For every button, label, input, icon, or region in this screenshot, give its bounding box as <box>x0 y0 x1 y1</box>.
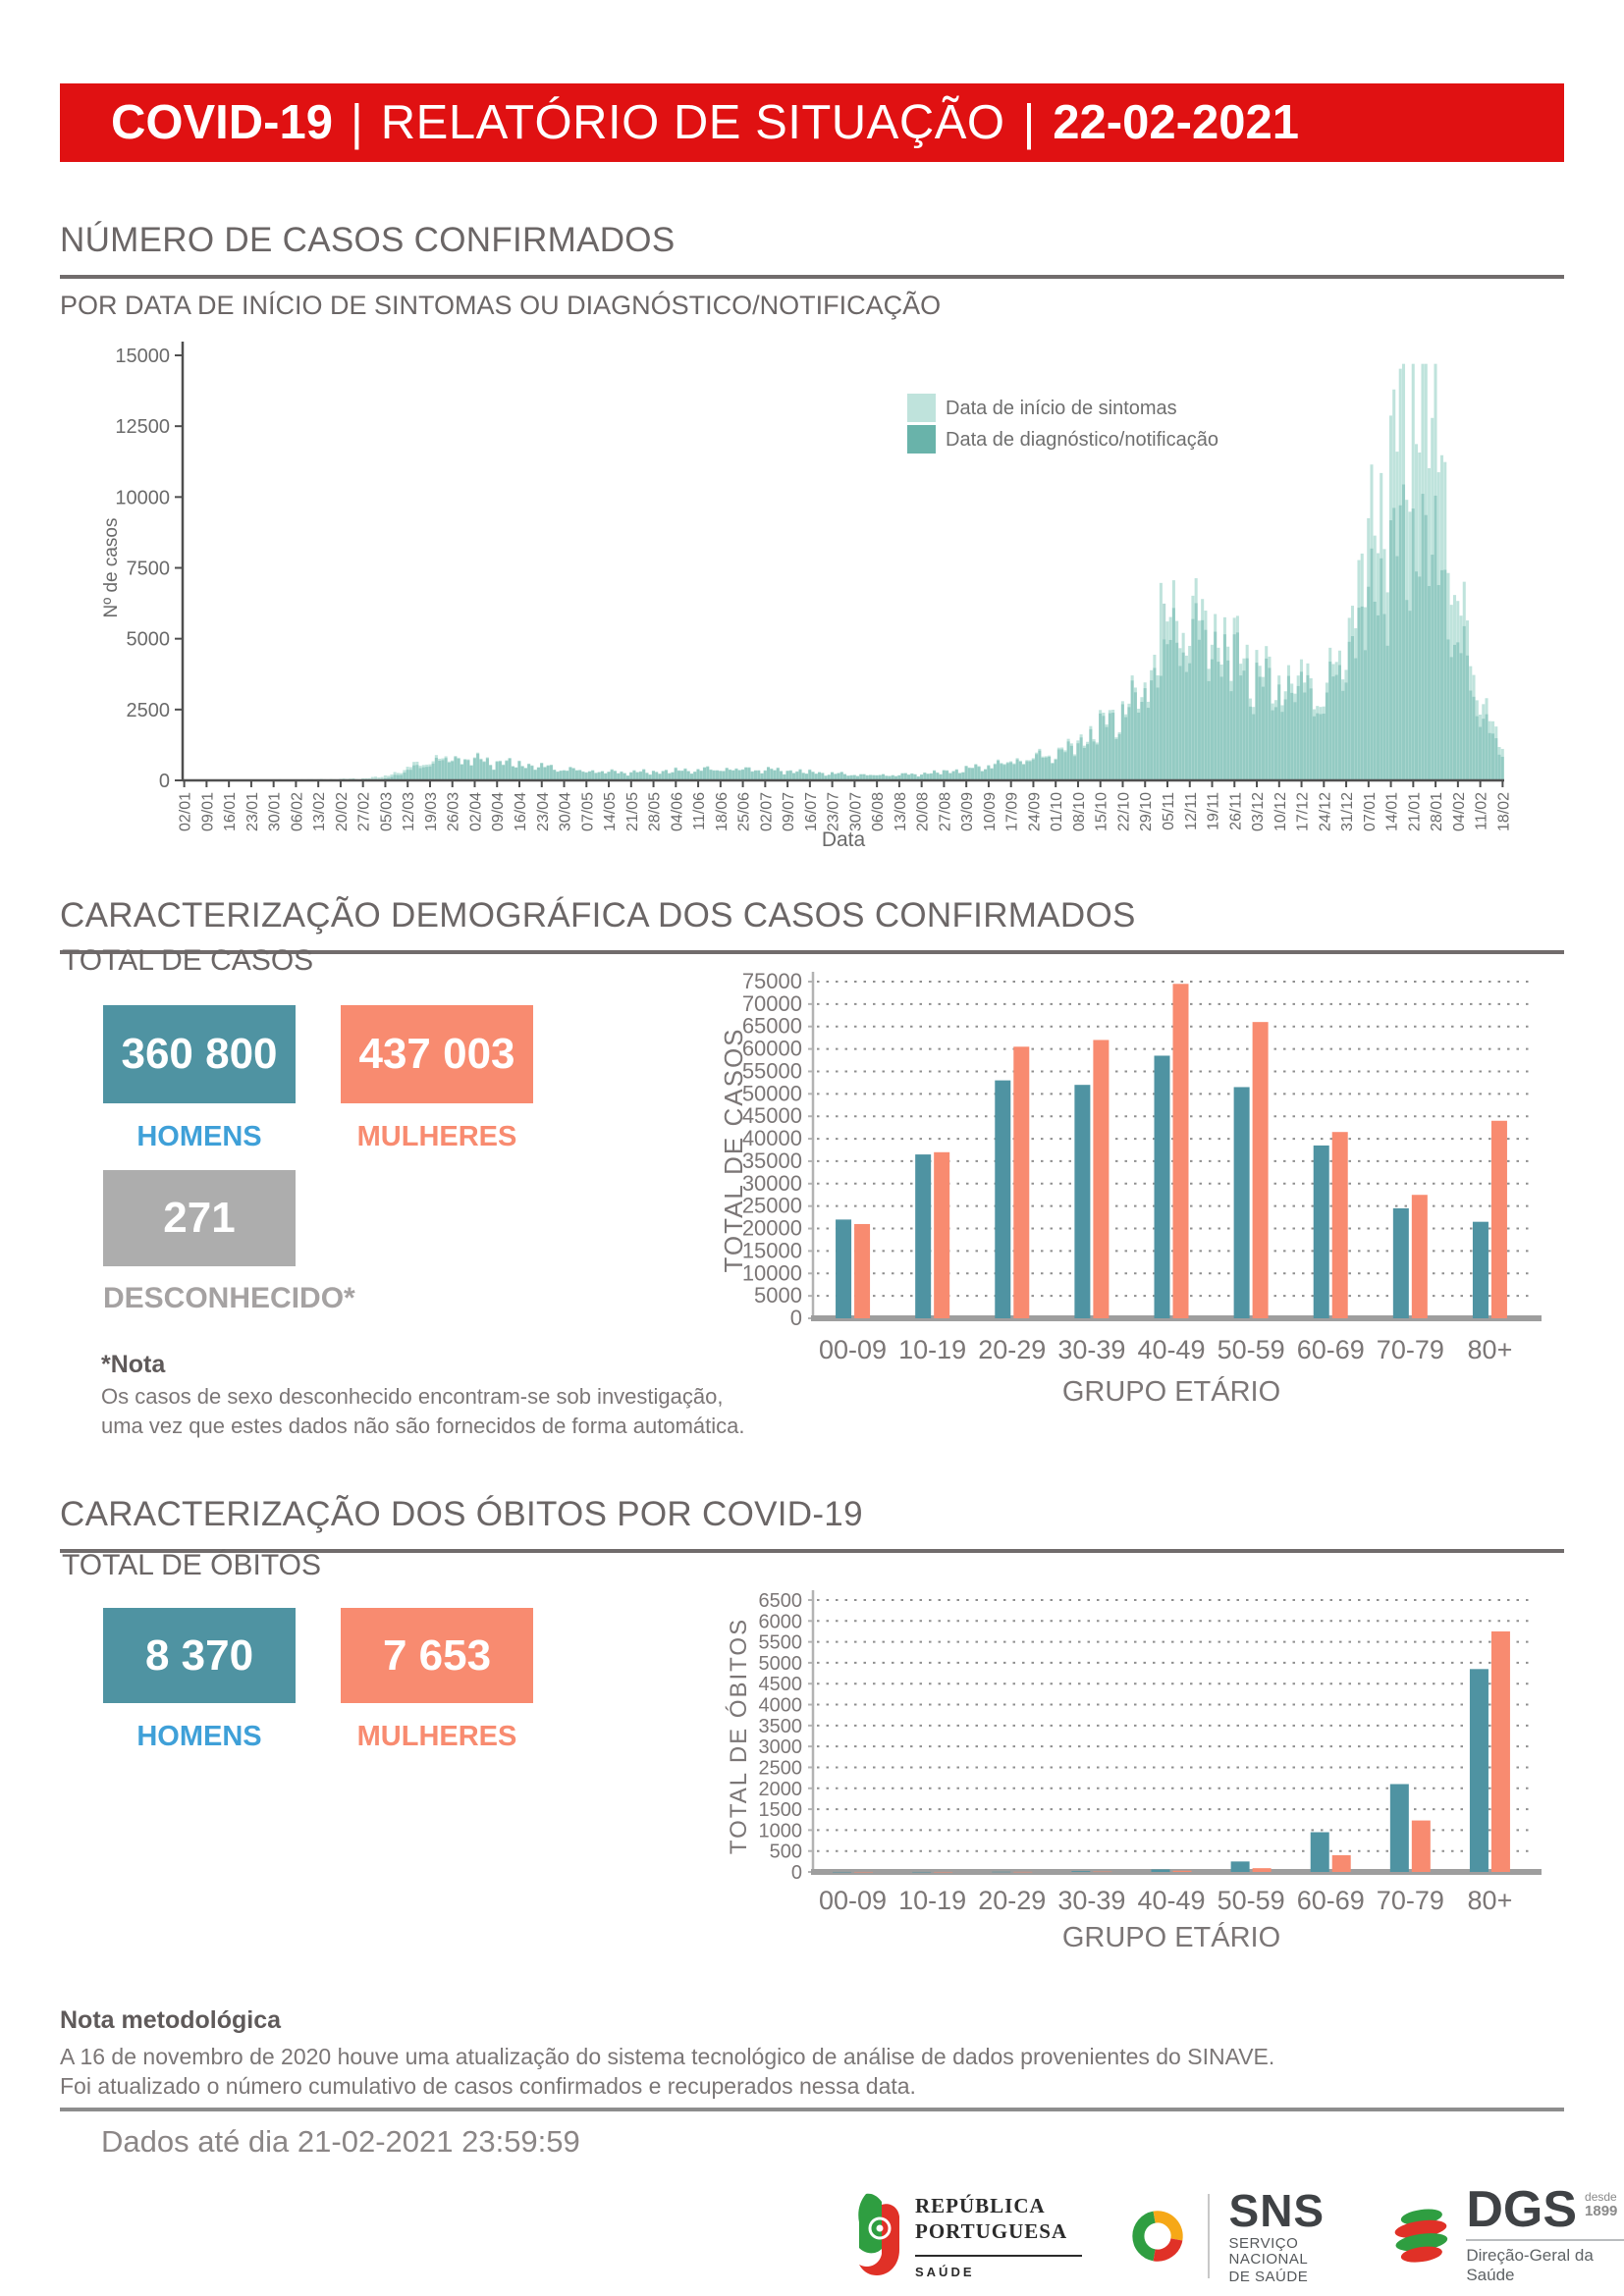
mulheres-obitos-label: MULHERES <box>356 1721 517 1752</box>
svg-text:12500: 12500 <box>115 416 170 439</box>
svg-text:20-29: 20-29 <box>978 1335 1047 1364</box>
section-cases-title: NÚMERO DE CASOS CONFIRMADOS <box>60 221 1564 279</box>
svg-text:03/09: 03/09 <box>959 792 977 832</box>
svg-text:24/09: 24/09 <box>1026 792 1044 832</box>
nota-metodologica-title: Nota metodológica <box>60 2006 282 2034</box>
svg-text:21/01: 21/01 <box>1406 792 1424 832</box>
stat-box-homens-casos: 360 800 <box>103 1005 296 1103</box>
svg-text:60000: 60000 <box>741 1036 802 1061</box>
nota-metodologica-line-1: A 16 de novembro de 2020 houve uma atualização do sistema tecnológico de análise de dados provenientes do SINAVE. <box>60 2044 1275 2069</box>
svg-text:TOTAL DE CASOS: TOTAL DE CASOS <box>719 1027 748 1273</box>
svg-text:27/02: 27/02 <box>355 792 373 832</box>
svg-text:08/10: 08/10 <box>1070 792 1088 832</box>
svg-text:30/07: 30/07 <box>847 792 865 832</box>
svg-text:09/04: 09/04 <box>490 792 508 832</box>
sns-divider <box>1208 2194 1210 2278</box>
svg-text:20/08: 20/08 <box>914 792 932 832</box>
svg-text:06/02: 06/02 <box>289 792 306 832</box>
svg-text:28/01: 28/01 <box>1429 792 1446 832</box>
svg-text:65000: 65000 <box>741 1013 802 1039</box>
svg-text:02/07: 02/07 <box>758 792 776 832</box>
svg-text:3500: 3500 <box>758 1715 802 1737</box>
svg-text:35000: 35000 <box>741 1148 802 1173</box>
svg-text:24/12: 24/12 <box>1317 792 1334 832</box>
stat-box-desconhecido: 271 <box>103 1170 296 1266</box>
nota-metodologica-line-2: Foi atualizado o número cumulativo de casos confirmados e recuperados nessa data. <box>60 2073 916 2099</box>
svg-text:2000: 2000 <box>758 1778 802 1800</box>
svg-text:13/08: 13/08 <box>892 792 909 832</box>
svg-text:2500: 2500 <box>126 699 170 721</box>
svg-text:60-69: 60-69 <box>1296 1335 1365 1364</box>
svg-text:20-29: 20-29 <box>978 1886 1047 1915</box>
republica-portuguesa-flag-icon <box>856 2193 901 2279</box>
svg-text:15/10: 15/10 <box>1093 792 1110 832</box>
banner-product: COVID-19 <box>111 96 334 149</box>
svg-text:TOTAL DE ÓBITOS: TOTAL DE ÓBITOS <box>726 1617 752 1855</box>
svg-text:19/11: 19/11 <box>1205 792 1222 830</box>
svg-text:18/02: 18/02 <box>1495 792 1513 832</box>
section-cases-subtitle: POR DATA DE INÍCIO DE SINTOMAS OU DIAGNÓSTICO/NOTIFICAÇÃO <box>60 291 942 320</box>
svg-text:4500: 4500 <box>758 1674 802 1696</box>
svg-text:30-39: 30-39 <box>1057 1335 1126 1364</box>
desconhecido-label: DESCONHECIDO* <box>103 1282 355 1314</box>
stat-box-homens-obitos: 8 370 <box>103 1608 296 1703</box>
svg-text:05/11: 05/11 <box>1160 792 1177 830</box>
banner-separator: | <box>1022 94 1036 151</box>
svg-text:Data: Data <box>821 828 866 851</box>
svg-text:5500: 5500 <box>758 1631 802 1654</box>
svg-text:17/12: 17/12 <box>1294 792 1312 832</box>
svg-text:4000: 4000 <box>758 1694 802 1717</box>
banner-title: RELATÓRIO DE SITUAÇÃO <box>380 96 1005 149</box>
sns-logo <box>1127 2187 1345 2285</box>
banner-date: 22-02-2021 <box>1053 96 1299 149</box>
svg-text:18/06: 18/06 <box>713 792 731 832</box>
svg-text:22/10: 22/10 <box>1115 792 1133 832</box>
sns-name-line1: SERVIÇO NACIONAL <box>1228 2235 1309 2269</box>
dgs-full-name: Direção-Geral da Saúde <box>1466 2239 1624 2285</box>
svg-text:Nº de casos: Nº de casos <box>101 517 122 618</box>
total-cases-label: TOTAL DE CASOS <box>62 944 314 977</box>
svg-text:12/03: 12/03 <box>401 792 418 832</box>
dgs-sphere-icon <box>1390 2201 1453 2271</box>
svg-text:GRUPO ETÁRIO: GRUPO ETÁRIO <box>1061 1376 1281 1408</box>
svg-text:00-09: 00-09 <box>819 1335 888 1364</box>
sns-swirl-icon <box>1127 2196 1188 2276</box>
svg-text:30-39: 30-39 <box>1057 1886 1126 1915</box>
svg-text:27/08: 27/08 <box>937 792 954 832</box>
report-header-banner <box>60 83 1564 162</box>
svg-text:45000: 45000 <box>741 1103 802 1129</box>
svg-text:05/03: 05/03 <box>378 792 396 832</box>
svg-text:0: 0 <box>789 1306 802 1330</box>
svg-text:0: 0 <box>790 1862 802 1884</box>
svg-text:14/05: 14/05 <box>602 792 620 832</box>
svg-text:2500: 2500 <box>758 1757 802 1780</box>
svg-text:15000: 15000 <box>741 1238 802 1263</box>
cases-by-age-chart <box>717 957 1542 1423</box>
dgs-logo <box>1390 2181 1624 2285</box>
svg-text:25/06: 25/06 <box>735 792 753 832</box>
data-cutoff-note: Dados até dia 21-02-2021 23:59:59 <box>101 2124 580 2159</box>
svg-text:7500: 7500 <box>126 558 170 580</box>
svg-text:26/11: 26/11 <box>1227 792 1245 830</box>
stat-box-mulheres-obitos: 7 653 <box>341 1608 533 1703</box>
svg-text:19/03: 19/03 <box>422 792 440 832</box>
svg-text:20000: 20000 <box>741 1215 802 1241</box>
sns-acronym: SNS <box>1228 2185 1326 2237</box>
svg-text:21/05: 21/05 <box>623 792 641 832</box>
svg-text:40-49: 40-49 <box>1137 1886 1206 1915</box>
total-obitos-label: TOTAL DE ÓBITOS <box>62 1549 321 1581</box>
svg-text:03/12: 03/12 <box>1250 792 1268 832</box>
svg-text:6500: 6500 <box>758 1590 802 1612</box>
svg-text:75000: 75000 <box>741 969 802 993</box>
svg-text:26/03: 26/03 <box>445 792 462 832</box>
svg-text:16/04: 16/04 <box>513 792 530 832</box>
svg-text:14/01: 14/01 <box>1383 792 1401 832</box>
svg-text:60-69: 60-69 <box>1296 1886 1365 1915</box>
svg-text:10-19: 10-19 <box>898 1335 967 1364</box>
svg-text:11/02: 11/02 <box>1473 792 1490 830</box>
svg-text:09/07: 09/07 <box>781 792 798 832</box>
section-obitos-title: CARACTERIZAÇÃO DOS ÓBITOS POR COVID-19 <box>60 1495 1564 1553</box>
svg-text:GRUPO ETÁRIO: GRUPO ETÁRIO <box>1061 1922 1281 1953</box>
footer-logos <box>856 2181 1624 2285</box>
svg-text:80+: 80+ <box>1467 1335 1513 1364</box>
footer-divider <box>60 2108 1564 2111</box>
svg-text:28/05: 28/05 <box>646 792 664 832</box>
svg-text:10-19: 10-19 <box>898 1886 967 1915</box>
svg-text:3000: 3000 <box>758 1736 802 1759</box>
svg-text:25000: 25000 <box>741 1193 802 1218</box>
republica-portuguesa-logo <box>856 2193 1082 2279</box>
nota-line-2: uma vez que estes dados não são fornecidos de forma automática. <box>101 1414 745 1438</box>
svg-text:50-59: 50-59 <box>1217 1335 1285 1364</box>
svg-text:500: 500 <box>769 1841 802 1863</box>
svg-text:23/04: 23/04 <box>534 792 552 832</box>
svg-text:23/01: 23/01 <box>244 792 261 832</box>
svg-text:70000: 70000 <box>741 990 802 1016</box>
svg-text:6000: 6000 <box>758 1611 802 1633</box>
svg-text:50000: 50000 <box>741 1081 802 1106</box>
mulheres-casos-label: MULHERES <box>356 1121 517 1152</box>
svg-text:02/01: 02/01 <box>177 792 194 832</box>
svg-text:70-79: 70-79 <box>1376 1335 1444 1364</box>
svg-text:15000: 15000 <box>115 346 170 367</box>
svg-text:09/01: 09/01 <box>199 792 217 832</box>
svg-text:10000: 10000 <box>741 1260 802 1286</box>
svg-text:10000: 10000 <box>115 487 170 509</box>
dgs-acronym: DGS <box>1466 2181 1578 2238</box>
svg-text:04/06: 04/06 <box>669 792 686 832</box>
svg-text:04/02: 04/02 <box>1450 792 1468 832</box>
svg-text:0: 0 <box>158 771 170 792</box>
svg-text:40000: 40000 <box>741 1126 802 1151</box>
svg-text:06/08: 06/08 <box>870 792 888 832</box>
svg-text:5000: 5000 <box>758 1652 802 1675</box>
svg-text:16/07: 16/07 <box>802 792 820 832</box>
rp-name-line1: REPÚBLICA <box>915 2194 1046 2218</box>
svg-text:30/01: 30/01 <box>266 792 284 832</box>
svg-text:31/12: 31/12 <box>1339 792 1357 832</box>
svg-text:30000: 30000 <box>741 1170 802 1196</box>
svg-text:70-79: 70-79 <box>1376 1886 1444 1915</box>
svg-text:11/06: 11/06 <box>691 792 709 830</box>
svg-text:23/07: 23/07 <box>825 792 842 832</box>
obitos-by-age-chart <box>717 1571 1542 1963</box>
svg-text:30/04: 30/04 <box>557 792 574 832</box>
svg-text:12/11: 12/11 <box>1182 792 1200 830</box>
svg-text:5000: 5000 <box>126 628 170 651</box>
svg-text:55000: 55000 <box>741 1058 802 1084</box>
svg-text:29/10: 29/10 <box>1138 792 1156 832</box>
rp-saude-label: SAÚDE <box>915 2264 975 2279</box>
nota-title: *Nota <box>101 1351 166 1378</box>
svg-text:02/04: 02/04 <box>467 792 485 832</box>
svg-text:01/10: 01/10 <box>1049 792 1066 832</box>
svg-text:07/01: 07/01 <box>1361 792 1379 832</box>
svg-text:5000: 5000 <box>754 1283 802 1308</box>
svg-text:Data de diagnóstico/notificaçã: Data de diagnóstico/notificação <box>946 429 1218 451</box>
banner-separator: | <box>351 94 363 151</box>
rp-rule <box>915 2255 1082 2257</box>
svg-text:1500: 1500 <box>758 1799 802 1822</box>
svg-text:40-49: 40-49 <box>1137 1335 1206 1364</box>
svg-text:13/02: 13/02 <box>311 792 329 832</box>
svg-text:Data de início de sintomas: Data de início de sintomas <box>946 398 1177 419</box>
svg-text:20/02: 20/02 <box>333 792 351 832</box>
rp-name-line2: PORTUGUESA <box>915 2219 1068 2244</box>
svg-text:50-59: 50-59 <box>1217 1886 1285 1915</box>
section-demo-title: CARACTERIZAÇÃO DEMOGRÁFICA DOS CASOS CONFIRMADOS <box>60 896 1564 954</box>
svg-text:07/05: 07/05 <box>579 792 597 832</box>
svg-text:10/12: 10/12 <box>1272 792 1289 832</box>
svg-text:10/09: 10/09 <box>981 792 999 832</box>
homens-casos-label: HOMENS <box>136 1121 262 1152</box>
svg-text:1000: 1000 <box>758 1820 802 1842</box>
svg-text:80+: 80+ <box>1467 1886 1513 1915</box>
dgs-desde-1899: desde 1899 <box>1585 2190 1618 2219</box>
stat-box-mulheres-casos: 437 003 <box>341 1005 533 1103</box>
svg-text:00-09: 00-09 <box>819 1886 888 1915</box>
nota-line-1: Os casos de sexo desconhecido encontram-se sob investigação, <box>101 1384 724 1409</box>
svg-text:17/09: 17/09 <box>1003 792 1021 832</box>
svg-text:16/01: 16/01 <box>222 792 240 832</box>
sns-name-line2: DE SAÚDE <box>1228 2268 1309 2285</box>
cases-timeseries-chart <box>93 324 1537 874</box>
homens-obitos-label: HOMENS <box>136 1721 262 1752</box>
